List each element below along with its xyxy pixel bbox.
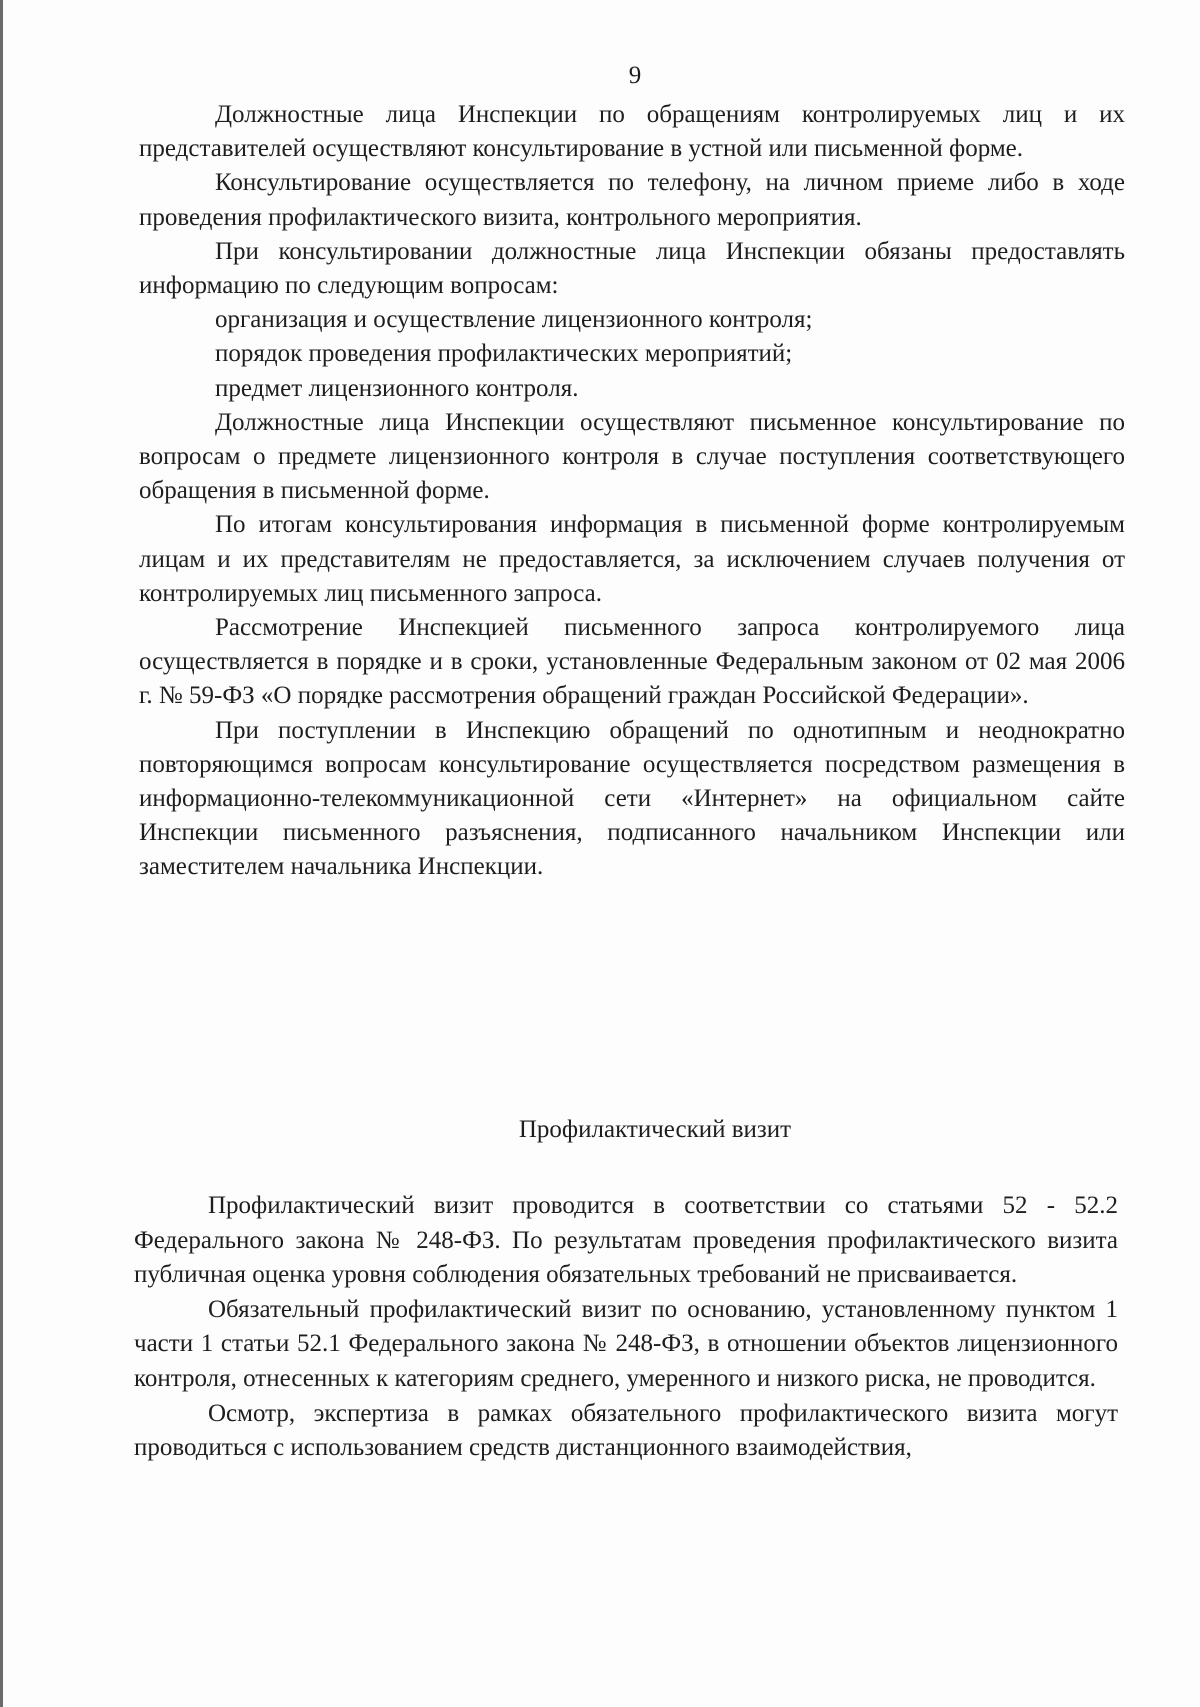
- list-item: организация и осуществление лицензионного контроля;: [215, 306, 813, 334]
- paragraph: Профилактический визит проводится в соответствии со статьями 52 - 52.2 Федерального закона № 248-ФЗ. По результатам проведения профилактического визита публичная оценка уровня соблюдения обязательных требований не присваивается.: [134, 1192, 1118, 1289]
- paragraph: Осмотр, экспертиза в рамках обязательного профилактического визита могут проводиться с использованием средств дистанционного взаимодействия,: [134, 1399, 1118, 1462]
- paragraph: Рассмотрение Инспекцией письменного запроса контролируемого лица осуществляется в порядке и в сроки, установленные Федеральным законом от 02 мая 2006 г. № 59-ФЗ «О порядке рассмотрения обращений граждан Российской Федерации».: [139, 614, 1125, 710]
- page-number: 9: [628, 62, 642, 89]
- section-heading: Профилактический визит: [518, 1116, 792, 1143]
- preventive-visit-section: [134, 1189, 1118, 1466]
- scan-edge: [0, 0, 3, 1707]
- paragraph: Должностные лица Инспекции по обращениям контролируемых лиц и их представителей осуществляют консультирование в устной или письменной форме.: [139, 101, 1125, 163]
- paragraph: Должностные лица Инспекции осуществляют письменное консультирование по вопросам о предмете лицензионного контроля в случае поступления соответствующего обращения в письменной форме.: [139, 408, 1125, 505]
- consultation-section: [139, 98, 1125, 885]
- paragraph: Обязательный профилактический визит по основанию, установленному пунктом 1 части 1 статьи 52.1 Федерального закона № 248-ФЗ, в отношении объектов лицензионного контроля, отнесенных к категориям среднего, умеренного и низкого риска, не проводится.: [134, 1295, 1118, 1392]
- paragraph: Консультирование осуществляется по телефону, на личном приеме либо в ходе проведения профилактического визита, контрольного мероприятия.: [139, 169, 1125, 231]
- paragraph: По итогам консультирования информация в письменной форме контролируемым лицам и их представителям не предоставляется, за исключением случаев получения от контролируемых лиц письменного запроса.: [139, 511, 1125, 607]
- list-item: порядок проведения профилактических мероприятий;: [215, 340, 793, 368]
- paragraph: При консультировании должностные лица Инспекции обязаны предоставлять информацию по следующим вопросам:: [139, 237, 1125, 300]
- list-item: предмет лицензионного контроля.: [215, 374, 579, 402]
- paragraph: При поступлении в Инспекцию обращений по однотипным и неоднократно повторяющимся вопросам консультирование осуществляется посредством размещения в информационно-телекоммуникационной сети «Интернет» на официальном сайте Инспекции письменного разъяснения, подписанного начальником Инспекции или заместителем начальника Инспекции.: [139, 716, 1125, 881]
